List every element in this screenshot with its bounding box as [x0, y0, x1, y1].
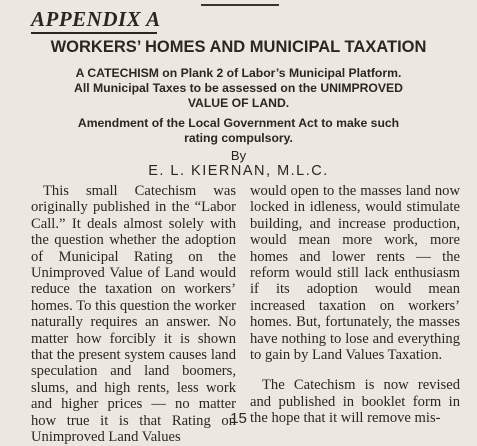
left-column	[31, 183, 236, 446]
subtitle-line: All Municipal Taxes to be assessed on the UNIMPROVED	[74, 81, 403, 95]
body-paragraph: would open to the masses land now locked in idleness, would stimulate building, and increase production, would mean more work, more homes and lower rents — the reform would still lack enthusiasm if its adoption would mean increased taxation on workers’ homes. But, fortunately, the masses have nothing to lose and everything to gain by Land Values Taxation.	[250, 183, 460, 364]
subtitle-line: VALUE OF LAND.	[187, 96, 290, 110]
author-name: E. L. KIERNAN, M.L.C.	[148, 163, 329, 179]
page-title: WORKERS’ HOMES AND MUNICIPAL TAXATION	[50, 38, 427, 56]
amendment-line: Amendment of the Local Government Act to make such	[77, 116, 400, 130]
body-paragraph: This small Catechism was originally published in the “Labor Call.” It deals almost solely with the question whether the adoption of Municipal Rating on the Unimproved Value of Land would reduce the taxation on workers’ homes. To this question the worker naturally requires an answer. No matter how forcibly it is shown that the present system causes land speculation and land boomers, slums, and high rents, less work and higher prices — no matter how true it is that Rating on Unimproved Land Values	[31, 183, 236, 446]
catechism-subtitle	[0, 66, 477, 111]
right-column	[250, 183, 460, 427]
appendix-underline	[31, 32, 157, 34]
byline-label: By	[230, 148, 247, 163]
amendment-subtitle	[0, 116, 477, 146]
top-rule	[201, 4, 279, 6]
page-number: 15	[230, 410, 247, 427]
body-paragraph: The Catechism is now revised and published in booklet form in the hope that it will remove mis-	[250, 377, 460, 427]
amendment-line: rating compulsory.	[184, 131, 293, 145]
subtitle-line: A CATECHISM on Plank 2 of Labor’s Municipal Platform.	[75, 66, 402, 80]
appendix-heading: APPENDIX A	[31, 7, 161, 31]
